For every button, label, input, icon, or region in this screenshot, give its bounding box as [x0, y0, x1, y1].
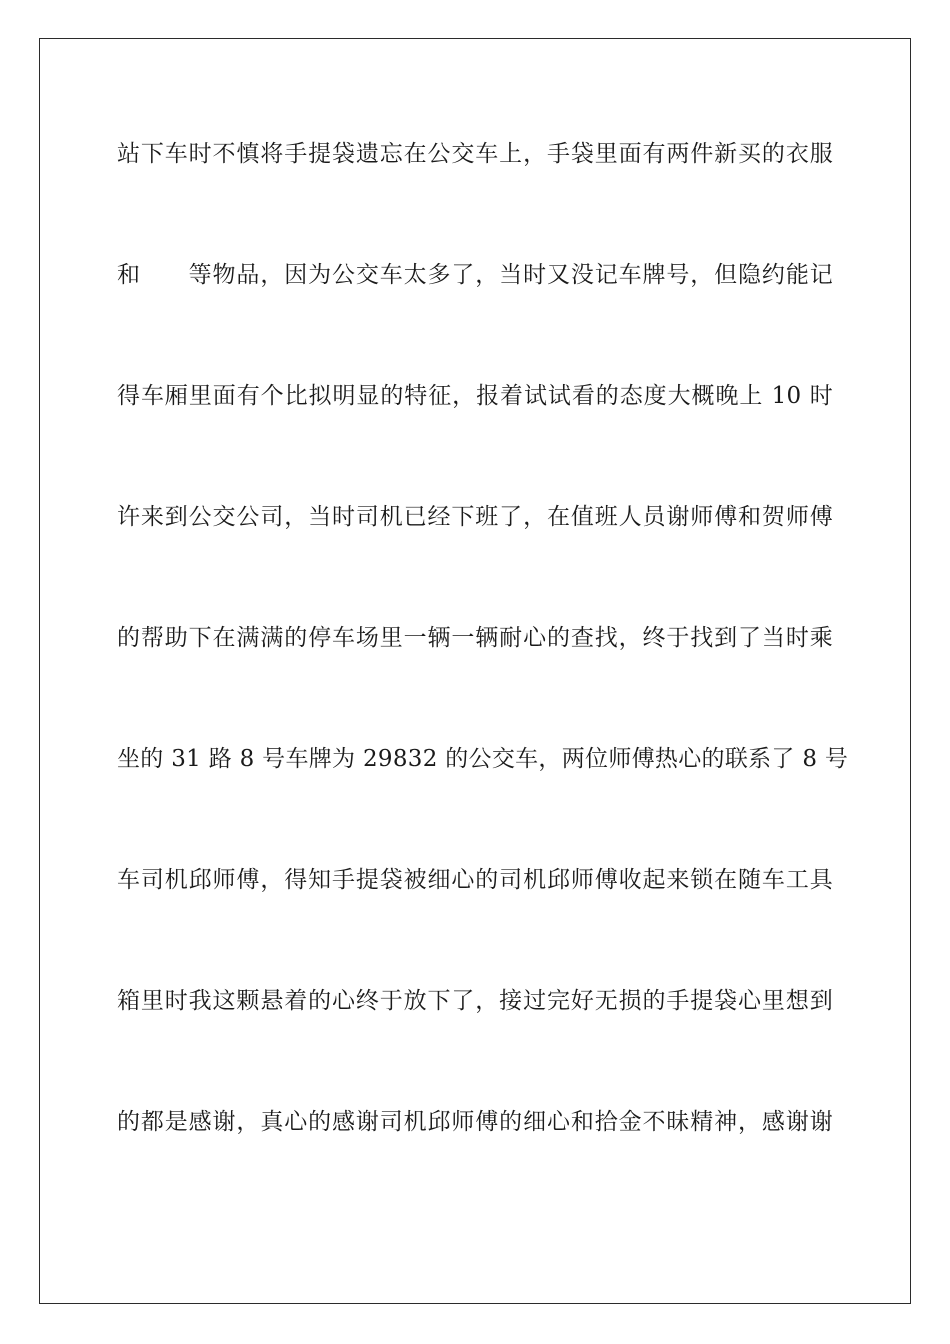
text-line-2: 和 等物品，因为公交车太多了，当时又没记车牌号，但隐约能记 [117, 262, 833, 288]
text-line-3: 得车厢里面有个比拟明显的特征，报着试试看的态度大概晚上 10 时 [117, 383, 833, 409]
text-line-6: 坐的 31 路 8 号车牌为 29832 的公交车，两位师傅热心的联系了 8 号 [117, 746, 849, 772]
text-line-5: 的帮助下在满满的停车场里一辆一辆耐心的查找，终于找到了当时乘 [117, 625, 833, 651]
text-line-8: 箱里时我这颗悬着的心终于放下了，接过完好无损的手提袋心里想到 [117, 988, 833, 1014]
text-line-9: 的都是感谢，真心的感谢司机邱师傅的细心和拾金不昧精神，感谢谢 [117, 1109, 833, 1135]
body-text [117, 137, 849, 1226]
text-line-4: 许来到公交公司，当时司机已经下班了，在值班人员谢师傅和贺师傅 [117, 504, 833, 530]
text-line-7: 车司机邱师傅，得知手提袋被细心的司机邱师傅收起来锁在随车工具 [117, 867, 833, 893]
text-line-1: 站下车时不慎将手提袋遗忘在公交车上，手袋里面有两件新买的衣服 [117, 141, 833, 167]
